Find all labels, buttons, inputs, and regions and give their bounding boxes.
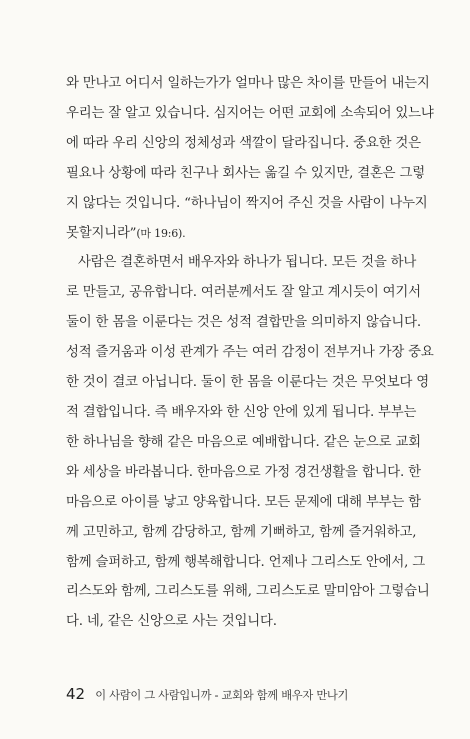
text-line: 와 세상을 바라봅니다. 한마음으로 가정 경건생활을 합니다. 한	[66, 464, 421, 480]
page-footer	[66, 684, 348, 703]
text-line: 한 하나님을 향해 같은 마음으로 예배합니다. 같은 눈으로 교회	[66, 434, 421, 450]
text-line: 함께 슬퍼하고, 함께 행복해합니다. 언제나 그리스도 안에서, 그	[66, 554, 425, 570]
page-number: 42	[66, 685, 86, 703]
text-line: 마음으로 아이를 낳고 양육합니다. 모든 문제에 대해 부부는 함	[66, 494, 421, 510]
body-text	[66, 69, 434, 637]
text-line	[66, 219, 409, 249]
text-line: 리스도와 함께, 그리스도를 위해, 그리스도로 말미암아 그렇습니	[66, 584, 430, 600]
text-line: 필요나 상황에 따라 친구나 회사는 옮길 수 있지만, 결혼은 그렇	[66, 165, 425, 181]
text-line: 우리는 잘 알고 있습니다. 심지어는 어떤 교회에 소속되어 있느냐	[66, 105, 434, 121]
text-line: 성적 즐거움과 이성 관계가 주는 여러 감정이 전부거나 가장 중요	[66, 345, 434, 361]
text-line: 한 것이 결코 아닙니다. 둘이 한 몸을 이룬다는 것은 무엇보다 영	[66, 375, 430, 391]
text-line: 지 않다는 것입니다. “하나님이 짝지어 주신 것을 사람이 나누지	[66, 195, 428, 211]
text-line: 와 만나고 어디서 일하는가가 얼마나 많은 차이를 만들어 내는지	[66, 76, 430, 91]
text-line: 에 따라 우리 신앙의 정체성과 색깔이 달라집니다. 중요한 것은	[66, 135, 421, 151]
running-head: 이 사람이 그 사람입니까 - 교회와 함께 배우자 만나기	[95, 689, 349, 702]
text-line: 다. 네, 같은 신앙으로 사는 것입니다.	[66, 614, 277, 630]
scripture-citation: (마 19:6).	[136, 226, 186, 240]
text-line: 둘이 한 몸을 이룬다는 것은 성적 결합만을 의미하지 않습니다.	[66, 315, 421, 331]
text-line: 로 만들고, 공유합니다. 여러분께서도 잘 알고 계시듯이 여기서	[66, 285, 421, 301]
quote-end: 못할지니라”	[66, 225, 137, 241]
text-line: 께 고민하고, 함께 감당하고, 함께 기뻐하고, 함께 즐거워하고,	[66, 524, 417, 540]
text-line: 사람은 결혼하면서 배우자와 하나가 됩니다. 모든 것을 하나	[78, 255, 417, 271]
text-line: 적 결합입니다. 즉 배우자와 한 신앙 안에 있게 됩니다. 부부는	[66, 404, 417, 420]
